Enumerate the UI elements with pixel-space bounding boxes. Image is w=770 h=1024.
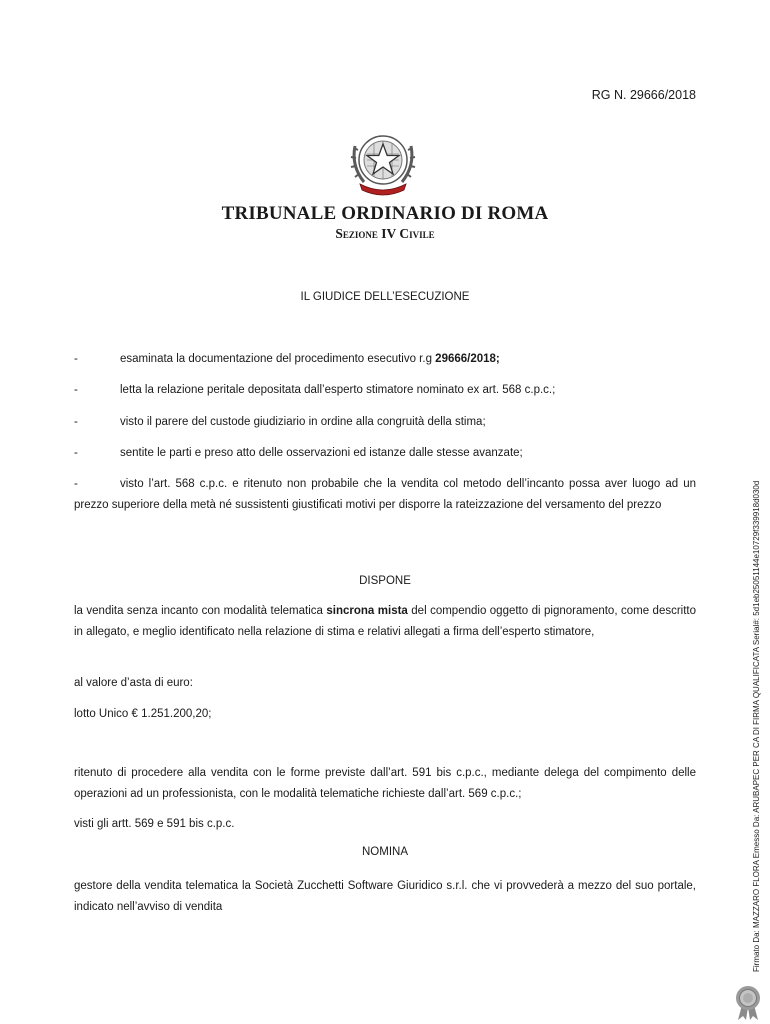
list-dash: -: [74, 478, 78, 490]
list-dash: -: [74, 447, 78, 459]
consideration-item: [74, 474, 696, 516]
consideration-text: visto l’art. 568 c.p.c. e ritenuto non probabile che la vendita col metodo dell’incanto possa aver luogo ad un prezzo superiore della metà né sussistenti giustificati motivi per disporre la rateizzazione del versamento del prezzo: [74, 478, 696, 511]
nomina-paragraph: gestore della vendita telematica la Società Zucchetti Software Giuridico s.r.l. che vi provvederà a mezzo del suo portale, indicato nell’avviso di vendita: [74, 880, 696, 913]
consideration-item: [74, 380, 696, 401]
dispone-text: la vendita senza incanto con modalità telematica: [74, 605, 327, 617]
case-reference: 29666/2018;: [435, 353, 500, 365]
court-title: TRIBUNALE ORDINARIO DI ROMA: [221, 203, 549, 224]
consideration-text: visto il parere del custode giudiziario in ordine alla congruità della stima;: [120, 416, 486, 428]
rosette-seal-icon: [733, 985, 763, 1021]
sale-modality: sincrona mista: [326, 605, 408, 617]
dispone-text: del compendio oggetto di pignoramento, come descritto in allegato, e meglio identificato nella relazione di stima e relativi allegati a firma dell’esperto stimatore,: [74, 605, 697, 638]
consideration-text: letta la relazione peritale depositata dall’esperto stimatore nominato ex art. 568 c.p.c.;: [120, 384, 556, 396]
consideration-item: [74, 443, 696, 464]
consideration-item: [74, 412, 696, 433]
case-number: RG N. 29666/2018: [591, 88, 696, 102]
italian-republic-emblem-icon: [346, 128, 420, 198]
judge-heading: IL GIUDICE DELL’ESECUZIONE: [300, 291, 470, 303]
list-dash: -: [74, 384, 78, 396]
dispone-heading: DISPONE: [359, 575, 411, 587]
consideration-item: [74, 349, 696, 370]
court-section: Sezione IV Civile: [335, 226, 435, 241]
lot-value: lotto Unico € 1.251.200,20;: [74, 708, 212, 720]
list-dash: -: [74, 416, 78, 428]
consideration-text: sentite le parti e preso atto delle osservazioni ed istanze dalle stesse avanzate;: [120, 447, 523, 459]
digital-signature-text: Firmato Da: MAZZARO FLORA Emesso Da: ARUBAPEC PER CA DI FIRMA QUALIFICATA Serial#: 5d1eb25051144e10729f339918d030d: [752, 480, 761, 972]
articles-line: visti gli artt. 569 e 591 bis c.p.c.: [74, 818, 235, 830]
list-dash: -: [74, 353, 78, 365]
consideration-text: esaminata la documentazione del procedimento esecutivo r.g: [120, 353, 436, 365]
auction-value-label: al valore d’asta di euro:: [74, 677, 193, 689]
delegation-paragraph: ritenuto di procedere alla vendita con le forme previste dall’art. 591 bis c.p.c., mediante delega del compimento delle operazioni ad un professionista, con le modalità telematiche richieste dall’art. 569 c.p.c.;: [74, 767, 696, 800]
nomina-heading: NOMINA: [362, 846, 408, 858]
dispone-paragraph: [74, 601, 696, 643]
